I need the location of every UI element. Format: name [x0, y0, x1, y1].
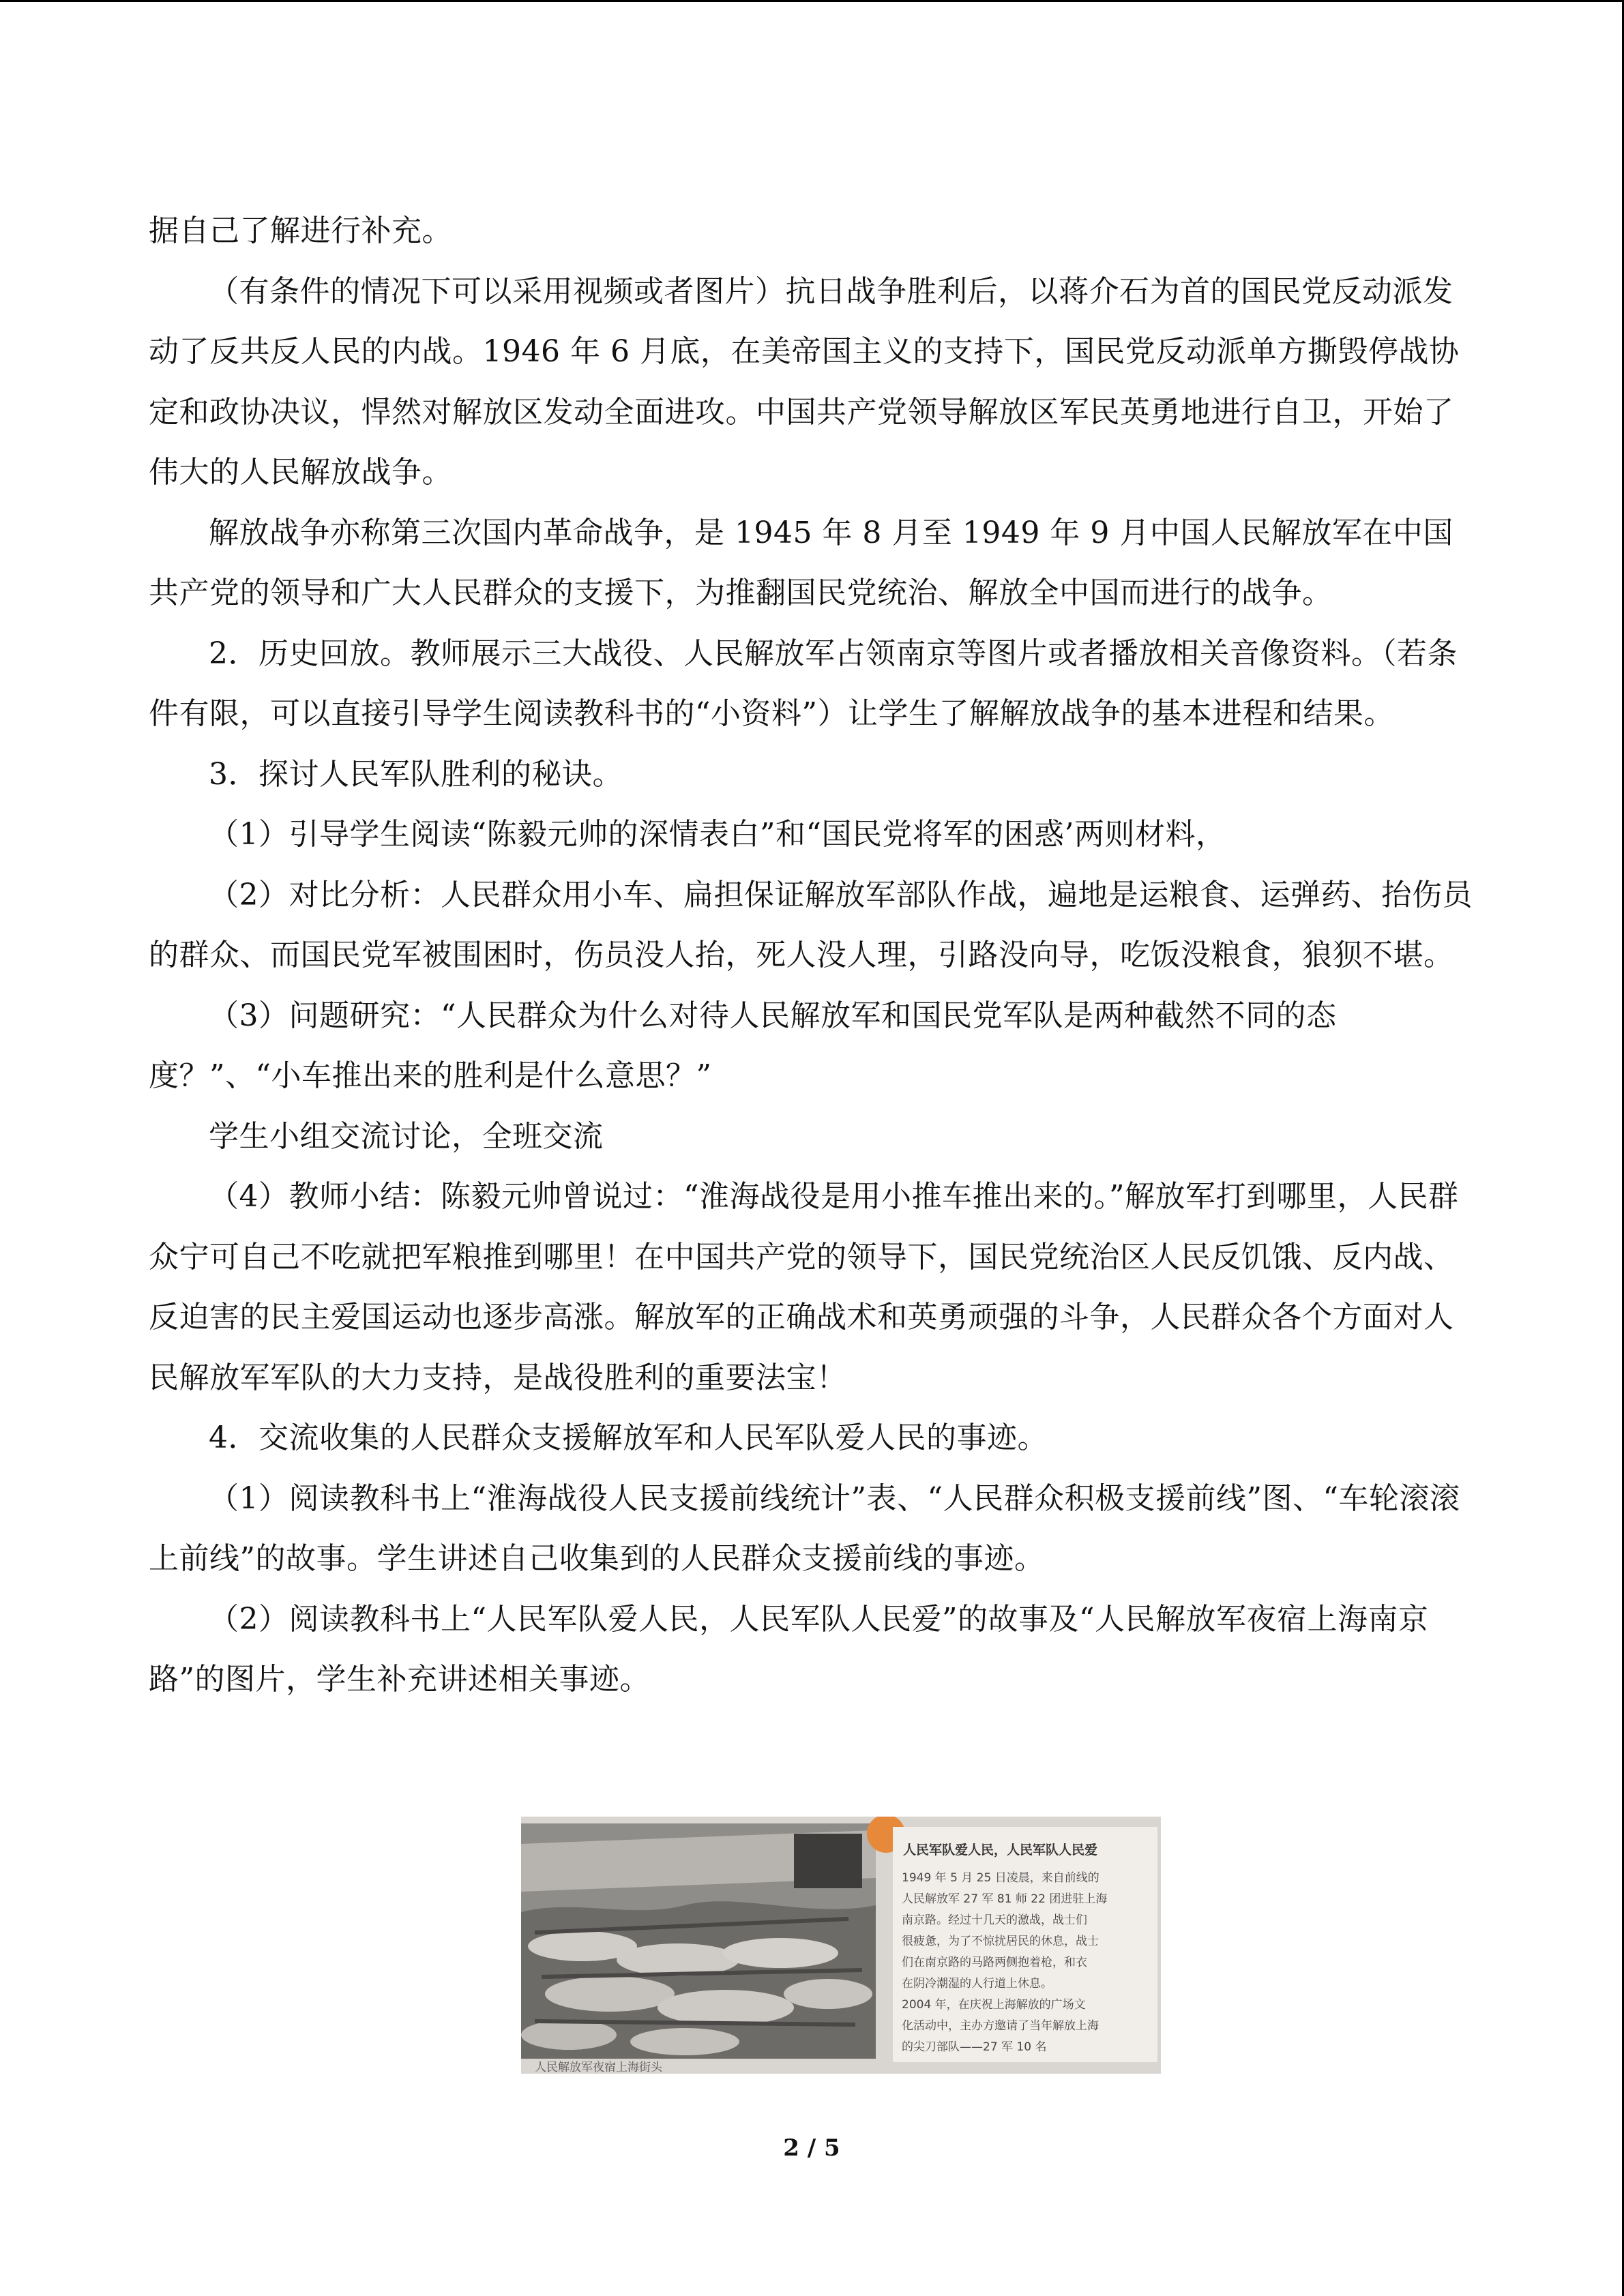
page-top-border [0, 0, 1624, 2]
paragraph: 3．探讨人民军队胜利的秘诀。 [209, 756, 623, 792]
text-box [893, 1827, 1157, 2062]
box-line: 2004 年，在庆祝上海解放的广场文 [902, 1998, 1086, 2012]
box-line: 很疲惫，为了不惊扰居民的休息，战士 [902, 1935, 1099, 1948]
box-title: 人民军队爱人民，人民军队人民爱 [903, 1843, 1098, 1858]
paragraph: 4．交流收集的人民群众支援解放军和人民军队爱人民的事迹。 [209, 1420, 1048, 1455]
body-text [149, 201, 1479, 1710]
paragraph: 解放战争亦称第三次国内革命战争，是 1945 年 8 月至 1949 年 9 月中国人民解放军在中国共产党的领导和广大人民群众的支援下，为推翻国民党统治、解放全中国而进行的战争。 [149, 515, 1453, 610]
page-number: 2 / 5 [783, 2134, 840, 2162]
photo-soldiers [521, 1823, 876, 2059]
paragraph: （1）引导学生阅读“陈毅元帅的深情表白”和“国民党将军的困惑’两则材料， [209, 817, 1226, 852]
box-line: 们在南京路的马路两侧抱着枪，和衣 [902, 1956, 1087, 1969]
paragraph: （2）阅读教科书上“人民军队爱人民，人民军队人民爱”的故事及“人民解放军夜宿上海南京路”的图片，学生补充讲述相关事迹。 [149, 1601, 1429, 1697]
paragraph: （1）阅读教科书上“淮海战役人民支援前线统计”表、“人民群众积极支援前线”图、“车轮滚滚上前线”的故事。学生讲述自己收集到的人民群众支援前线的事迹。 [149, 1480, 1460, 1576]
box-line: 在阴冷潮湿的人行道上休息。 [902, 1977, 1052, 1991]
box-line: 1949 年 5 月 25 日凌晨，来自前线的 [902, 1871, 1099, 1885]
box-line: 南京路。经过十几天的激战，战士们 [902, 1913, 1087, 1927]
paragraph: 据自己了解进行补充。 [149, 213, 452, 248]
paragraph: （2）对比分析：人民群众用小车、扁担保证解放军部队作战，遍地是运粮食、运弹药、抬伤员的群众、而国民党军被围困时，伤员没人抬，死人没人理，引路没向导，吃饭没粮食，狼狈不堪。 [149, 877, 1473, 972]
box-line: 化活动中，主办方邀请了当年解放上海 [902, 2019, 1099, 2033]
paragraph: （4）教师小结：陈毅元帅曾说过：“淮海战役是用小推车推出来的。”解放军打到哪里，人民群众宁可自己不吃就把军粮推到哪里！在中国共产党的领导下，国民党统治区人民反饥饿、反内战、反迫害的民主爱国运动也逐步高涨。解放军的正确战术和英勇顽强的斗争，人民群众各个方面对人民解放军军队的大力支持，是战役胜利的重要法宝！ [149, 1179, 1459, 1395]
paragraph: （3）问题研究：“人民群众为什么对待人民解放军和国民党军队是两种截然不同的态度？”、“小车推出来的胜利是什么意思？” [149, 998, 1337, 1093]
box-line: 人民解放军 27 军 81 师 22 团进驻上海 [902, 1892, 1108, 1906]
photo-caption: 人民解放军夜宿上海街头 [535, 2061, 662, 2074]
paragraph: 2．历史回放。教师展示三大战役、人民解放军占领南京等图片或者播放相关音像资料。（若条件有限，可以直接引导学生阅读教科书的“小资料”）让学生了解解放战争的基本进程和结果。 [149, 636, 1458, 731]
paragraph: （有条件的情况下可以采用视频或者图片）抗日战争胜利后，以蒋介石为首的国民党反动派发动了反共反人民的内战。1946 年 6 月底，在美帝国主义的支持下，国民党反动派单方撕毁停战协定和政协决议，悍然对解放区发动全面进攻。中国共产党领导解放区军民英勇地进行自卫，开始了伟大的人民解放战争。 [149, 273, 1460, 490]
box-line: 的尖刀部队——27 军 10 名 [902, 2040, 1047, 2054]
paragraph: 学生小组交流讨论，全班交流 [209, 1118, 604, 1154]
textbook-photo [521, 1817, 1161, 2074]
